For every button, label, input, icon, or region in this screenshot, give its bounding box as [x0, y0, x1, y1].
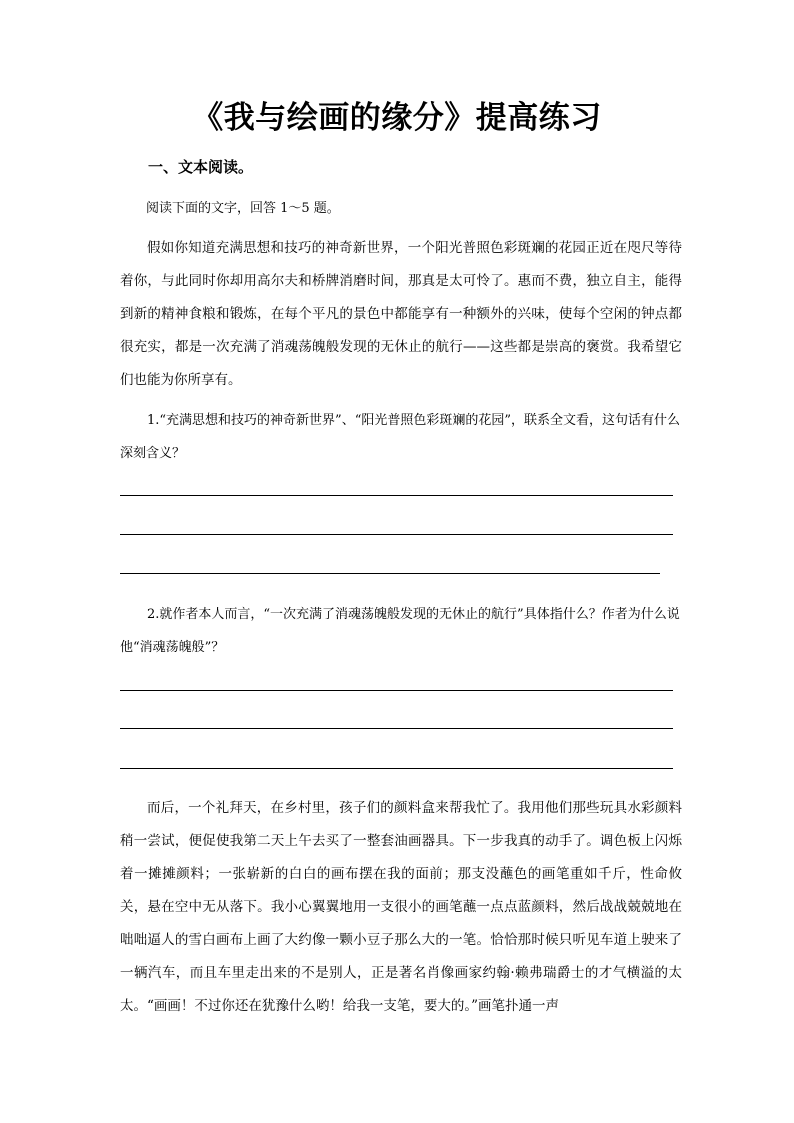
- answer-line: [120, 573, 660, 574]
- answer-line: [120, 690, 673, 691]
- page-title: 《我与绘画的缘分》提高练习: [192, 100, 602, 136]
- reading-instruction: 阅读下面的文字，回答 1～5 题。: [146, 201, 340, 216]
- reading-passage-2: 而后，一个礼拜天，在乡村里，孩子们的颜料盒来帮我忙了。我用他们那些玩具水彩颜料稍一尝试，便促使我第二天上午去买了一整套油画器具。下一步我真的动手了。调色板上闪烁着一摊摊颜料；一张崭新的白白的画布摆在我的面前；那支没蘸色的画笔重如千斤，性命攸关，悬在空中无从落下。我小心翼翼地用一支很小的画笔蘸一点点蓝颜料，然后战战兢兢地在咄咄逼人的雪白画布上画了大约像一颗小豆子那么大的一笔。恰恰那时候只听见车道上驶来了一辆汽车，而且车里走出来的不是别人，正是著名肖像画家约翰·赖弗瑞爵士的才气横溢的太太。“画画！不过你还在犹豫什么哟！给我一支笔，要大的。”画笔扑通一声: [120, 800, 682, 1014]
- section-heading: 一、文本阅读。: [148, 158, 254, 176]
- reading-passage-1: 假如你知道充满思想和技巧的神奇新世界，一个阳光普照色彩斑斓的花园正近在咫尺等待着你，与此同时你却用高尔夫和桥牌消磨时间，那真是太可怜了。惠而不费，独立自主，能得到新的精神食粮和锻炼，在每个平凡的景色中都能享有一种额外的兴味，使每个空闲的钟点都很充实，都是一次充满了消魂荡魄般发现的无休止的航行——这些都是崇高的褒赏。我希望它们也能为你所享有。: [120, 240, 682, 388]
- question-1: 1.“充满思想和技巧的神奇新世界”、“阳光普照色彩斑斓的花园”，联系全文看，这句话有什么深刻含义？: [120, 413, 680, 461]
- answer-line: [120, 534, 673, 535]
- question-2: 2.就作者本人而言，“一次充满了消魂荡魄般发现的无休止的航行”具体指什么？作者为什么说他“消魂荡魄般”？: [120, 607, 680, 655]
- answer-line: [120, 495, 673, 496]
- answer-line: [120, 768, 673, 769]
- answer-line: [120, 728, 673, 729]
